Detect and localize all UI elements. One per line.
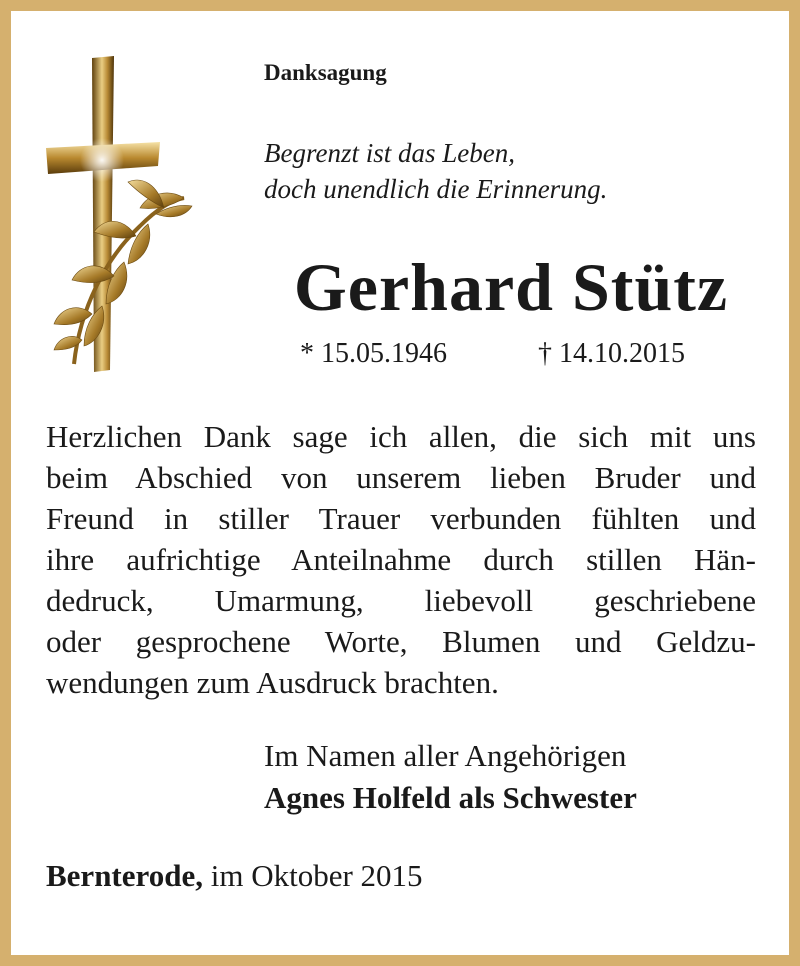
motto-line-1: Begrenzt ist das Leben,: [264, 138, 515, 168]
place-date: im Oktober 2015: [210, 858, 423, 893]
death-date: † 14.10.2015: [538, 338, 685, 369]
signature-name: Agnes Holfeld als Schwester: [264, 780, 637, 815]
gratitude-line: beim Abschied von unserem lieben Bruder und: [46, 460, 756, 495]
birth-date: * 15.05.1946: [300, 338, 447, 369]
signature-intro: Im Namen aller Angehörigen: [264, 738, 627, 773]
palm-leaves: [54, 180, 192, 350]
notice-heading: Danksagung: [264, 60, 387, 85]
gratitude-line: Freund in stiller Trauer verbunden fühlten und: [46, 501, 756, 536]
place-town: Bernterode,: [46, 858, 203, 893]
motto-line-2: doch unendlich die Erinnerung.: [264, 174, 608, 204]
gratitude-text: [46, 416, 756, 703]
gratitude-line: dedruck, Umarmung, liebevoll geschriebene: [46, 583, 756, 618]
cross-with-palm-branch-icon: [36, 48, 196, 378]
gratitude-line: ihre aufrichtige Anteilnahme durch stillen Hän-: [46, 542, 756, 577]
gratitude-line: wendungen zum Ausdruck brachten.: [46, 665, 499, 700]
deceased-name: Gerhard Stütz: [293, 249, 729, 325]
motto: [264, 135, 607, 207]
gratitude-line: Herzlichen Dank sage ich allen, die sich mit uns: [46, 419, 756, 454]
place-and-date: [46, 858, 423, 894]
gratitude-line: oder gesprochene Worte, Blumen und Geldzu-: [46, 624, 756, 659]
